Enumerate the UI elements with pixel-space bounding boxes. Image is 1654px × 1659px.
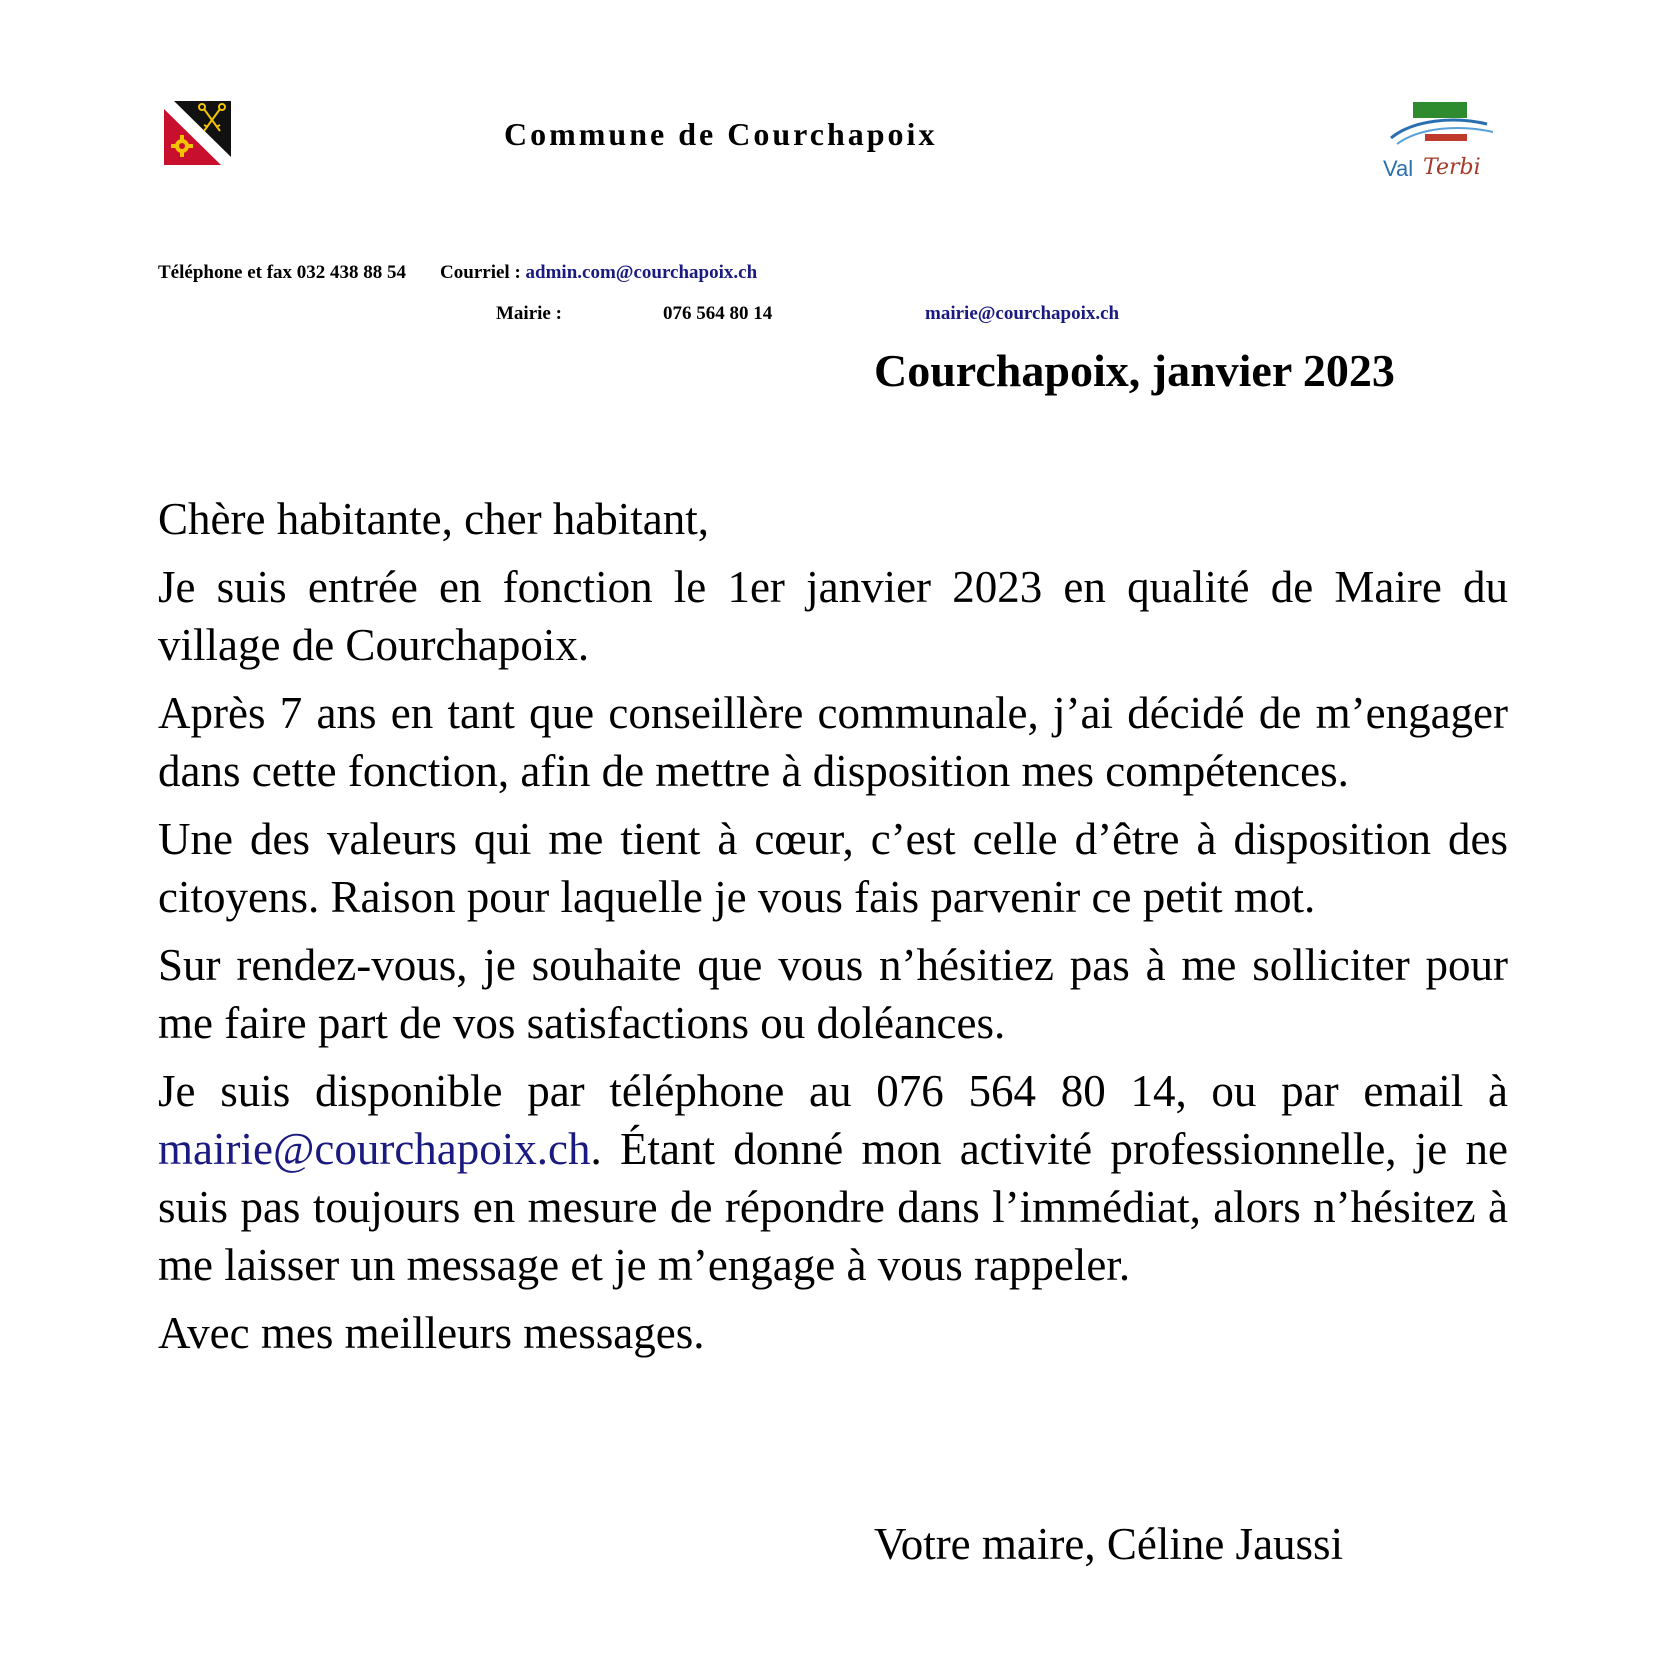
- admin-email-link[interactable]: admin.com@courchapoix.ch: [525, 262, 758, 283]
- mairie-email-inline-link[interactable]: mairie@courchapoix.ch: [158, 1124, 591, 1174]
- letter-body: [158, 490, 1508, 1372]
- commune-title: Commune de Courchapoix: [504, 116, 938, 152]
- date-line: Courchapoix, janvier 2023: [874, 345, 1395, 396]
- paragraph-5: [158, 1062, 1508, 1294]
- closing: Avec mes meilleurs messages.: [158, 1308, 705, 1358]
- valterbi-logo-icon: [1383, 98, 1501, 184]
- signature: Votre maire, Céline Jaussi: [874, 1519, 1344, 1569]
- paragraph-1: Je suis entrée en fonction le 1er janvier 2023 en qualité de Maire du village de Courchapoix.: [158, 562, 1508, 670]
- paragraph-5-end: . Étant donné mon activité professionnelle, je ne suis pas toujours en mesure de répondre dans l’immédiat, alors n’hésitez à me laisser un message et je m’engage à vous rappeler.: [158, 1124, 1508, 1290]
- phone-fax: Téléphone et fax 032 438 88 54: [158, 262, 407, 283]
- email-label: Courriel :: [440, 262, 521, 283]
- paragraph-5-start: Je suis disponible par téléphone au 076 564 80 14, ou par email à: [158, 1066, 1508, 1116]
- mairie-label: Mairie :: [496, 303, 562, 324]
- coat-of-arms-icon: [164, 101, 231, 165]
- paragraph-2: Après 7 ans en tant que conseillère communale, j’ai décidé de m’engager dans cette fonction, afin de mettre à disposition mes compétences.: [158, 688, 1508, 796]
- paragraph-3: Une des valeurs qui me tient à cœur, c’est celle d’être à disposition des citoyens. Raison pour laquelle je vous fais parvenir ce petit mot.: [158, 814, 1508, 922]
- paragraph-4: Sur rendez-vous, je souhaite que vous n’hésitiez pas à me solliciter pour me faire part de vos satisfactions ou doléances.: [158, 940, 1508, 1048]
- svg-text:Val: Val: [1383, 156, 1414, 181]
- contact-line-1: [158, 262, 757, 284]
- mairie-phone: 076 564 80 14: [663, 303, 773, 324]
- svg-text:Terbi: Terbi: [1423, 155, 1481, 180]
- greeting: Chère habitante, cher habitant,: [158, 494, 710, 544]
- mairie-email-link[interactable]: mairie@courchapoix.ch: [925, 303, 1120, 324]
